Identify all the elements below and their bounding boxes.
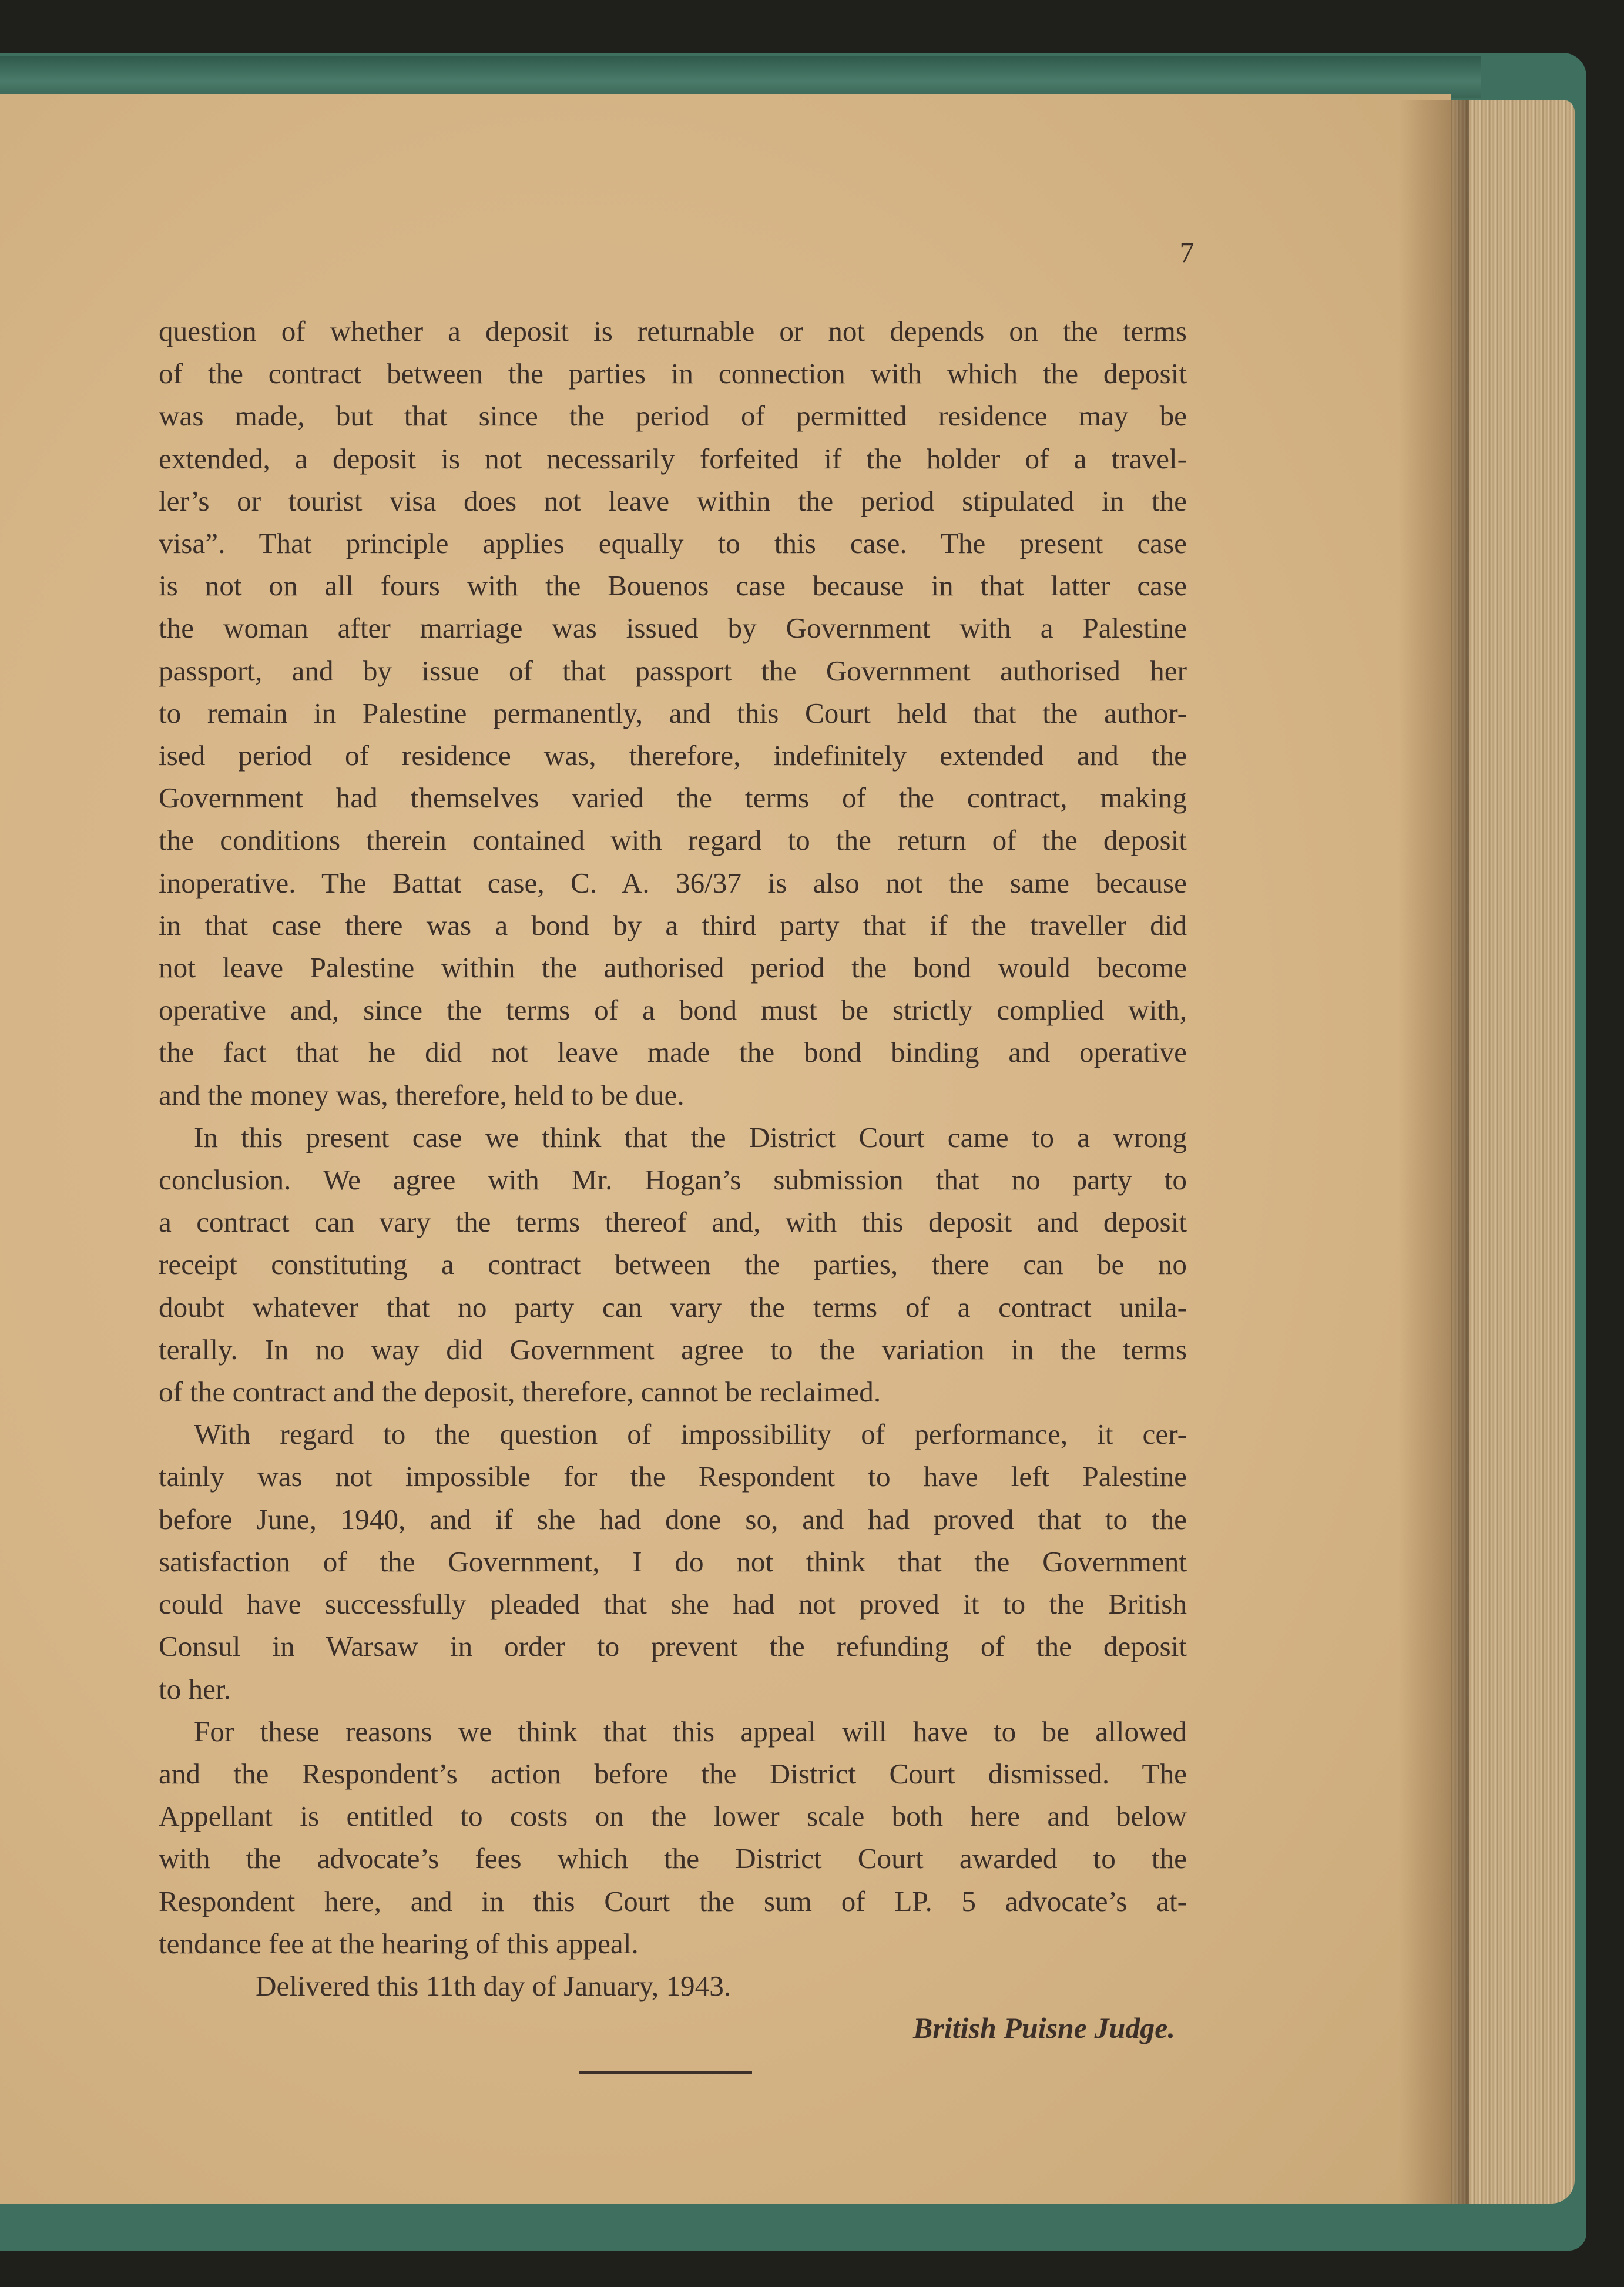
- text-line: is not on all fours with the Bouenos case because in that latter case: [159, 569, 1187, 602]
- text-line: Delivered this 11th day of January, 1943.: [256, 1969, 732, 2002]
- text-line: Consul in Warsaw in order to prevent the refunding of the deposit: [159, 1630, 1187, 1663]
- text-line: to her.: [159, 1672, 231, 1705]
- text-line: ler’s or tourist visa does not leave within the period stipulated in the: [159, 484, 1187, 517]
- closing-rule: [579, 2071, 752, 2074]
- page-number: 7: [1179, 236, 1194, 269]
- text-line: of the contract between the parties in connection with which the deposit: [159, 357, 1187, 390]
- text-line: For these reasons we think that this appeal will have to be allowed: [194, 1715, 1187, 1748]
- text-line: ised period of residence was, therefore, indefinitely extended and the: [159, 739, 1187, 772]
- text-line: with the advocate’s fees which the District Court awarded to the: [159, 1842, 1187, 1875]
- text-line: question of whether a deposit is returnable or not depends on the terms: [159, 315, 1187, 347]
- text-line: the fact that he did not leave made the bond binding and operative: [159, 1036, 1187, 1069]
- text-line: In this present case we think that the District Court came to a wrong: [194, 1121, 1187, 1153]
- text-line: could have successfully pleaded that she had not proved it to the British: [159, 1588, 1187, 1621]
- text-line: inoperative. The Battat case, C. A. 36/37 is also not the same because: [159, 866, 1187, 899]
- text-line: tainly was not impossible for the Respondent to have left Palestine: [159, 1460, 1187, 1493]
- text-line: terally. In no way did Government agree to the variation in the terms: [159, 1333, 1187, 1366]
- text-line: tendance fee at the hearing of this appeal.: [159, 1927, 639, 1960]
- text-line: of the contract and the deposit, therefore, cannot be reclaimed.: [159, 1376, 881, 1409]
- page-gutter-shadow: [1398, 100, 1469, 2204]
- text-line: not leave Palestine within the authorised period the bond would become: [159, 951, 1187, 984]
- book-cover-top-edge: [0, 56, 1481, 98]
- text-line: to remain in Palestine permanently, and this Court held that the author-: [159, 696, 1187, 729]
- signature-line: British Puisne Judge.: [913, 2011, 1175, 2044]
- text-line: in that case there was a bond by a third party that if the traveller did: [159, 908, 1187, 941]
- text-line: Respondent here, and in this Court the sum of LP. 5 advocate’s at-: [159, 1884, 1187, 1917]
- body-text: [159, 310, 1187, 2007]
- text-line: Government had themselves varied the terms of the contract, making: [159, 782, 1187, 814]
- text-line: satisfaction of the Government, I do not think that the Government: [159, 1545, 1187, 1578]
- text-line: doubt whatever that no party can vary the terms of a contract unila-: [159, 1290, 1187, 1323]
- text-line: and the money was, therefore, held to be due.: [159, 1078, 685, 1111]
- text-line: operative and, since the terms of a bond must be strictly complied with,: [159, 994, 1187, 1027]
- text-line: conclusion. We agree with Mr. Hogan’s submission that no party to: [159, 1163, 1187, 1196]
- text-line: Appellant is entitled to costs on the lower scale both here and below: [159, 1800, 1187, 1833]
- text-line: and the Respondent’s action before the District Court dismissed. The: [159, 1757, 1187, 1790]
- text-line: the conditions therein contained with regard to the return of the deposit: [159, 824, 1187, 857]
- text-line: visa”. That principle applies equally to this case. The present case: [159, 527, 1187, 560]
- text-line: was made, but that since the period of permitted residence may be: [159, 400, 1187, 432]
- text-line: the woman after marriage was issued by Government with a Palestine: [159, 612, 1187, 645]
- text-line: With regard to the question of impossibility of performance, it cer-: [194, 1418, 1187, 1451]
- text-line: a contract can vary the terms thereof and, with this deposit and deposit: [159, 1206, 1187, 1239]
- text-line: before June, 1940, and if she had done so, and had proved that to the: [159, 1503, 1187, 1535]
- text-line: receipt constituting a contract between the parties, there can be no: [159, 1248, 1187, 1281]
- text-line: passport, and by issue of that passport the Government authorised her: [159, 654, 1187, 687]
- text-line: extended, a deposit is not necessarily forfeited if the holder of a travel-: [159, 442, 1187, 475]
